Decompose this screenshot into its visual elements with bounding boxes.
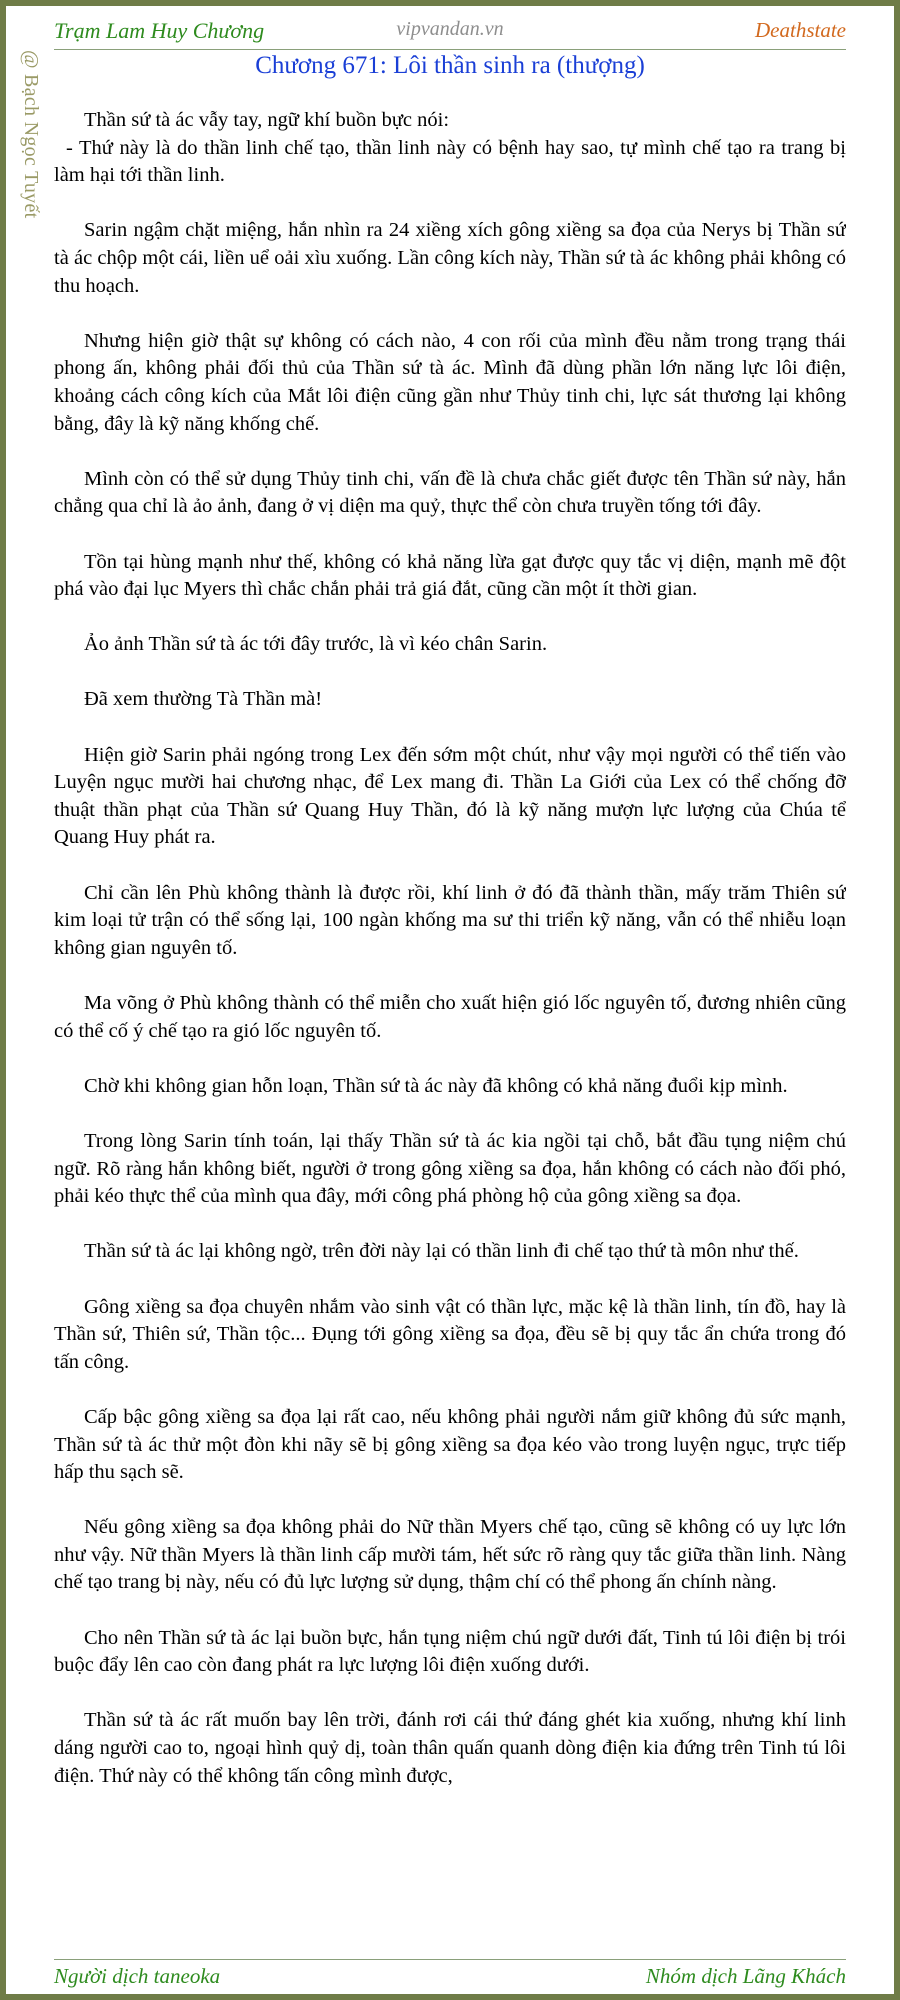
paragraph: Sarin ngậm chặt miệng, hắn nhìn ra 24 xiềng xích gông xiềng sa đọa của Nerys bị Thần sứ tà ác chộp một cái, liền uể oải xìu xuống. Lần công kích này, Thần sứ tà ác không phải không có thu hoạch. — [54, 219, 846, 297]
header-site-name: Trạm Lam Huy Chương — [54, 18, 265, 43]
paragraph: Tồn tại hùng mạnh như thế, không có khả năng lừa gạt được quy tắc vị diện, mạnh mẽ đột phá vào đại lục Myers thì chắc chắn phải trả giá đắt, cũng cần một ít thời gian. — [54, 550, 846, 601]
paragraph: Thần sứ tà ác rất muốn bay lên trời, đánh rơi cái thứ đáng ghét kia xuống, nhưng khí linh dáng người cao to, ngoại hình quỷ dị, toàn thân quấn quanh dòng điện kia đứng trên Tinh tú lôi điện. Thứ này có thể không tấn công mình được, — [54, 1709, 846, 1787]
paragraph: Nếu gông xiềng sa đọa không phải do Nữ thần Myers chế tạo, cũng sẽ không có uy lực lớn như vậy. Nữ thần Myers là thần linh cấp mười tám, hết sức rõ ràng quy tắc giữa thần linh. Nàng chế tạo trang bị này, nếu có đủ lực lượng sử dụng, thậm chí có thể phong ấn chính nàng. — [54, 1516, 846, 1594]
paragraph: Cấp bậc gông xiềng sa đọa lại rất cao, nếu không phải người nắm giữ không đủ sức mạnh, Thần sứ tà ác thử một đòn khi nãy sẽ bị gông xiềng sa đọa kéo vào trong luyện ngục, trực tiếp hấp thu sạch sẽ. — [54, 1405, 846, 1484]
chapter-body — [54, 107, 846, 1959]
footer-translator: Người dịch taneoka — [54, 1964, 221, 1988]
paragraph: Gông xiềng sa đọa chuyên nhắm vào sinh vật có thần lực, mặc kệ là thần linh, tín đồ, hay là Thần sứ, Thiên sứ, Thần tộc... Đụng tới gông xiềng sa đọa, đều sẽ bị quy tắc ẩn chứa trong đó tấn công. — [54, 1295, 846, 1373]
paragraph: Ảo ảnh Thần sứ tà ác tới đây trước, là vì kéo chân Sarin. — [84, 633, 548, 656]
footer-group: Nhóm dịch Lãng Khách — [645, 1964, 846, 1988]
paragraph: Đã xem thường Tà Thần mà! — [84, 688, 323, 711]
page — [6, 6, 894, 1994]
paragraph: Hiện giờ Sarin phải ngóng trong Lex đến sớm một chút, như vậy mọi người có thể tiến vào Luyện ngục mười hai chương nhạc, để Lex mang đi. Thần La Giới của Lex có thể chống đỡ thuật thần phạt của Thần sứ Quang Huy Thần, đó là kỹ năng mượn lực lượng của Chúa tể Quang Huy phát ra. — [54, 743, 846, 849]
paragraph: Ma võng ở Phù không thành có thể miễn cho xuất hiện gió lốc nguyên tố, đương nhiên cũng có thể cố ý chế tạo ra gió lốc nguyên tố. — [54, 992, 846, 1042]
page-header — [54, 12, 846, 50]
header-url: vipvandan.vn — [396, 18, 504, 40]
paragraph: Nhưng hiện giờ thật sự không có cách nào, 4 con rối của mình đều nằm trong trạng thái phong ấn, không phải đối thủ của Thần sứ tà ác. Mình đã dùng phần lớn năng lực lôi điện, khoảng cách công kích của Mắt lôi điện cũng gần như Thủy tinh chi, lực sát thương lại không bằng, đây là kỹ năng khống chế. — [54, 329, 846, 435]
chapter-title: Chương 671: Lôi thần sinh ra (thượng) — [255, 52, 645, 79]
page-footer — [54, 1959, 846, 1989]
side-credit: @ Bạch Ngọc Tuyết — [20, 50, 42, 219]
paragraph: Thần sứ tà ác vẫy tay, ngữ khí buồn bực nói: — [84, 109, 450, 131]
paragraph: Trong lòng Sarin tính toán, lại thấy Thần sứ tà ác kia ngồi tại chỗ, bắt đầu tụng niệm chú ngữ. Rõ ràng hắn không biết, người ở trong gông xiềng sa đọa, hắn không có cách nào đối phó, phải kéo thực thể của mình qua đây, mới công phá phòng hộ của gông xiềng sa đọa. — [54, 1129, 846, 1208]
paragraph: Chờ khi không gian hỗn loạn, Thần sứ tà ác này đã không có khả năng đuổi kịp mình. — [84, 1074, 788, 1097]
paragraph: - Thứ này là do thần linh chế tạo, thần linh này có bệnh hay sao, tự mình chế tạo ra trang bị làm hại tới thần linh. — [54, 136, 846, 187]
paragraph: Mình còn có thể sử dụng Thủy tinh chi, vấn đề là chưa chắc giết được tên Thần sứ này, hắn chẳng qua chỉ là ảo ảnh, đang ở vị diện ma quỷ, thực thể còn chưa truyền tống tới đây. — [54, 467, 846, 518]
paragraph: Chỉ cần lên Phù không thành là được rồi, khí linh ở đó đã thành thần, mấy trăm Thiên sứ kim loại tử trận có thể sống lại, 100 ngàn khống ma sư thi triển kỹ năng, vẫn có thể nhiễu loạn không gian nguyên tố. — [54, 881, 846, 959]
paragraph: Cho nên Thần sứ tà ác lại buồn bực, hắn tụng niệm chú ngữ dưới đất, Tinh tú lôi điện bị trói buộc đẩy lên cao còn đang phát ra lực lượng lôi điện xuống dưới. — [54, 1626, 846, 1677]
paragraph: Thần sứ tà ác lại không ngờ, trên đời này lại có thần linh đi chế tạo thứ tà môn như thế. — [84, 1240, 799, 1263]
header-novel-title: Deathstate — [755, 18, 846, 42]
